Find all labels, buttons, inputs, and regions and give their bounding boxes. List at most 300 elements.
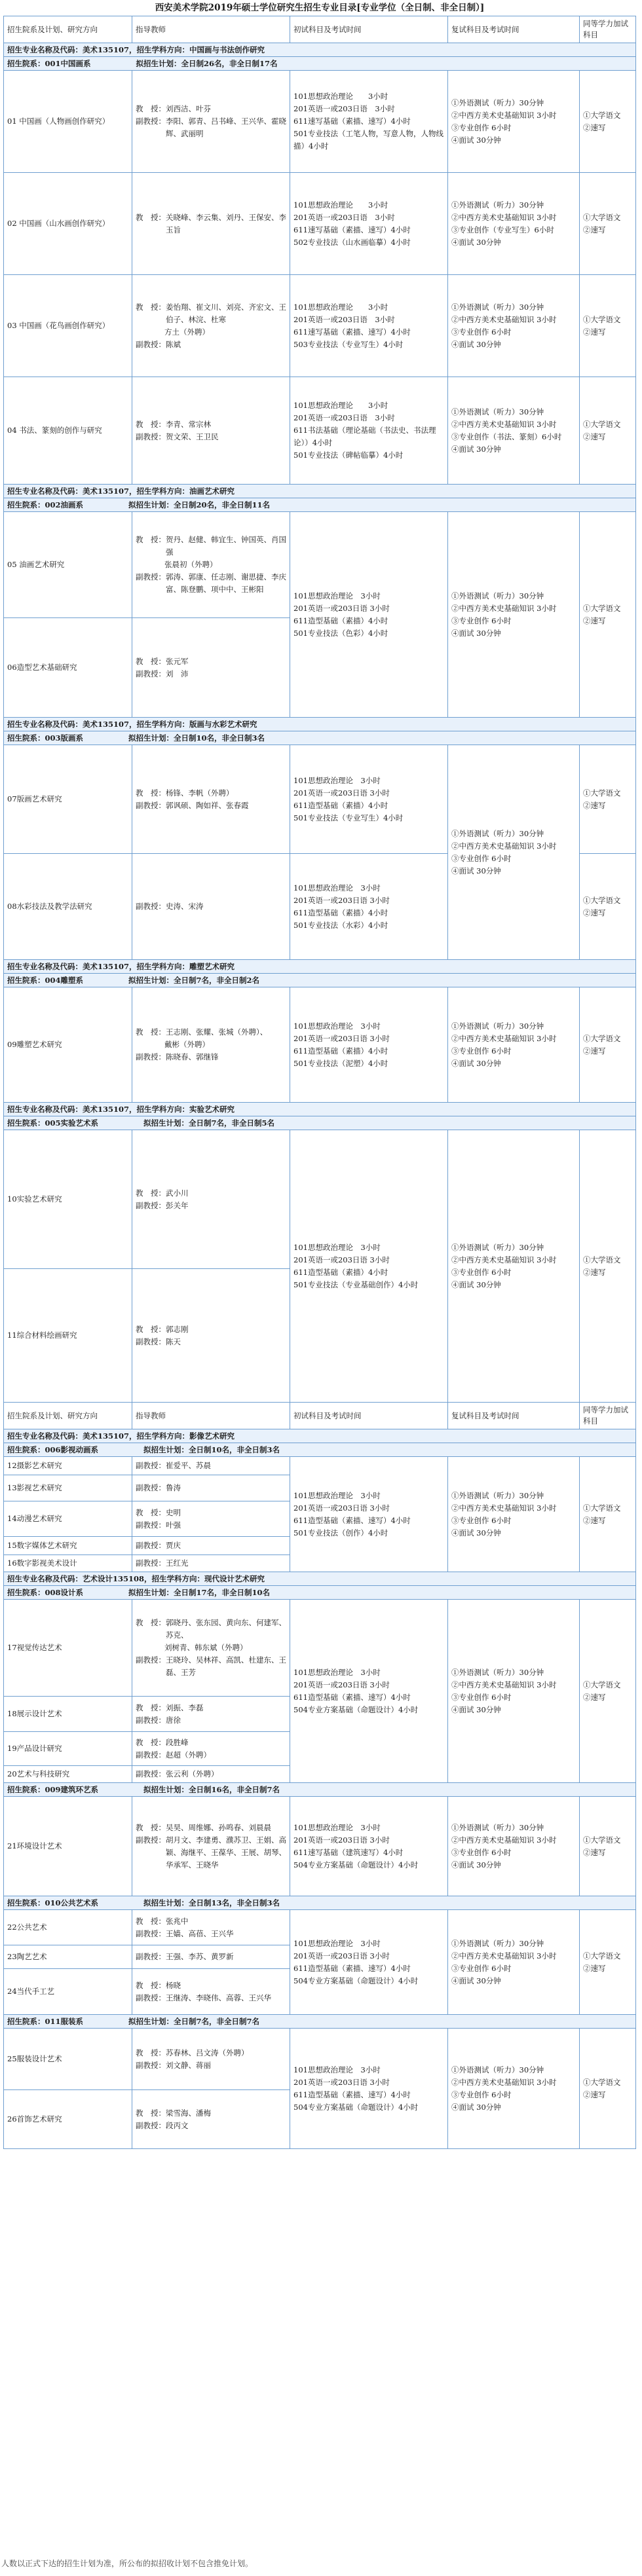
first-exam-line: 611造型基础（素描、速写）4小时	[293, 2089, 411, 2099]
tutor-role: 副教授：	[136, 1769, 166, 1778]
tutor-names: 张兆中	[166, 1916, 189, 1926]
first-exam-line: 201英语一或203日语 3小时	[293, 788, 390, 798]
tutor-names: 郭讽硕、陶如祥、张春霞	[166, 800, 249, 810]
retest-exam-line: ③专业创作 6小时	[451, 2089, 512, 2099]
first-exam-line: 101思想政治理论 3小时	[293, 200, 388, 210]
dept-title: 招生院系：003版画系 拟招生计划：全日制10名，非全日制3名	[4, 731, 636, 745]
tutor-names: 刘振、李磊	[166, 1702, 204, 1712]
first-exam-line: 611速写基础（建筑速写）4小时	[293, 1847, 404, 1857]
direction-name: 05 油画艺术研究	[4, 512, 132, 618]
tutor-line	[136, 2047, 286, 2059]
first-exam-line: 201英语一或203日语 3小时	[293, 104, 395, 113]
major-title: 招生专业名称及代码：美术135107，招生学科方向：影像艺术研究	[4, 1429, 636, 1443]
retest-exam	[448, 1457, 580, 1572]
tutor-role: 副教授：	[136, 1200, 166, 1210]
tutor-line	[136, 1200, 286, 1212]
tutor-cell	[132, 1130, 290, 1269]
extra-exam-line: ②速写	[583, 616, 606, 625]
first-exam-line: 504专业方案基础（命题设计）4小时	[293, 1860, 419, 1869]
first-exam	[290, 173, 448, 275]
tutor-line	[136, 1617, 286, 1642]
first-exam-line: 611造型基础（素描）4小时	[293, 1046, 388, 1056]
first-exam-line: 611造型基础（素描）4小时	[293, 1267, 388, 1277]
tutor-line	[136, 1702, 286, 1714]
header-col3: 复试科目及考试时间	[448, 1403, 580, 1429]
retest-exam-line: ③专业创作 6小时	[451, 122, 512, 132]
retest-exam-line: ④面试 30分钟	[451, 444, 501, 454]
table-header-row	[4, 16, 636, 43]
tutor-cell	[132, 512, 290, 618]
retest-exam-line: ①外语测试（听力）30分钟	[451, 407, 544, 416]
tutor-cell	[132, 1732, 290, 1766]
retest-exam-line: ③专业创作（专业写生）6小时	[451, 225, 554, 234]
first-exam-line: 504专业方案基础（命题设计）4小时	[293, 1976, 419, 1985]
retest-exam-line: ②中西方美术史基础知识 3小时	[451, 419, 557, 429]
tutor-line	[136, 431, 286, 443]
extra-exam-line: ②速写	[583, 1046, 606, 1056]
first-exam-line: 101思想政治理论 3小时	[293, 1242, 381, 1252]
retest-exam	[448, 2029, 580, 2149]
direction-row	[4, 987, 636, 1103]
retest-exam-line: ①外语测试（听力）30分钟	[451, 591, 544, 600]
first-exam-line: 501专业技法（创作）4小时	[293, 1528, 388, 1537]
tutor-role: 教 授：	[136, 212, 166, 222]
direction-row	[4, 1910, 636, 1945]
first-exam-line: 503专业技法（专业写生）4小时	[293, 339, 404, 349]
major-row	[4, 485, 636, 498]
tutor-role: 副教授：	[136, 339, 166, 349]
tutor-cell	[132, 1475, 290, 1501]
extra-exam-line: ②速写	[583, 2089, 606, 2099]
extra-exam-line: ②速写	[583, 327, 606, 337]
retest-exam	[448, 1600, 580, 1783]
tutor-line	[136, 326, 286, 339]
tutor-names: 郭涛、郭康、任志刚、谢思捷、李庆富、陈登鹏、项中中、王彬阳	[166, 572, 286, 594]
tutor-names: 张元军	[166, 656, 189, 666]
dept-row	[4, 974, 636, 987]
retest-exam-line: ③专业创作 6小时	[451, 1046, 512, 1056]
direction-name: 17视觉传达艺术	[4, 1600, 132, 1697]
tutor-line	[136, 339, 286, 351]
tutor-role: 教 授：	[136, 1980, 166, 1990]
direction-row	[4, 745, 636, 854]
tutor-names: 王嫱、高蓓、王兴华	[166, 1928, 234, 1938]
first-exam-line: 201英语一或203日语 3小时	[293, 314, 395, 324]
first-exam	[290, 377, 448, 485]
direction-name: 02 中国画（山水画创作研究）	[4, 173, 132, 275]
tutor-role: 教 授：	[136, 1324, 166, 1334]
dept-title: 招生院系：005实验艺术系 拟招生计划：全日制7名，非全日制5名	[4, 1116, 636, 1130]
extra-exam	[580, 1457, 636, 1572]
major-title: 招生专业名称及代码：美术135107，招生学科方向：雕塑艺术研究	[4, 960, 636, 974]
major-title: 招生专业名称及代码：美术135107，招生学科方向：油画艺术研究	[4, 485, 636, 498]
major-row	[4, 43, 636, 57]
extra-exam-line: ②速写	[583, 908, 606, 917]
tutor-cell	[132, 1555, 290, 1572]
extra-exam-line: ①大学语文	[583, 1680, 621, 1689]
first-exam-line: 504专业方案基础（命题设计）4小时	[293, 1704, 419, 1714]
tutor-line	[136, 668, 286, 680]
tutor-role: 副教授：	[136, 1336, 166, 1346]
first-exam-line: 611造型基础（素描）4小时	[293, 800, 388, 810]
tutor-names: 鲁涛	[166, 1483, 181, 1492]
tutor-cell	[132, 275, 290, 377]
tutor-cell	[132, 854, 290, 960]
tutor-role: 副教授：	[136, 1952, 166, 1961]
tutor-line	[136, 1737, 286, 1749]
retest-exam-line: ①外语测试（听力）30分钟	[451, 302, 544, 312]
major-title: 招生专业名称及代码：美术135107，招生学科方向：版画与水彩艺术研究	[4, 718, 636, 731]
tutor-names: 梁雪海、潘梅	[166, 2108, 211, 2118]
tutor-role: 副教授：	[136, 1715, 166, 1725]
tutor-cell	[132, 745, 290, 854]
extra-exam-line: ①大学语文	[583, 603, 621, 613]
tutor-cell	[132, 377, 290, 485]
header-col0: 招生院系及计划、研究方向	[4, 1403, 132, 1429]
major-row	[4, 1103, 636, 1116]
tutor-names: 唐徐	[166, 1715, 181, 1725]
extra-exam-line: ①大学语文	[583, 788, 621, 798]
tutor-role: 副教授：	[136, 2120, 166, 2130]
tutor-names: 陈天	[166, 1336, 181, 1346]
tutor-cell	[132, 1537, 290, 1555]
retest-exam	[448, 71, 580, 173]
first-exam	[290, 1130, 448, 1403]
first-exam-line: 101思想政治理论 3小时	[293, 591, 381, 600]
tutor-cell	[132, 173, 290, 275]
dept-row	[4, 1116, 636, 1130]
tutor-role: 副教授：	[136, 669, 166, 678]
extra-exam	[580, 1797, 636, 1896]
direction-name: 09雕塑艺术研究	[4, 987, 132, 1103]
tutor-names: 戴彬（外聘）	[164, 1040, 210, 1049]
tutor-cell	[132, 1501, 290, 1537]
tutor-names: 叶强	[166, 1520, 181, 1530]
extra-exam-line: ②速写	[583, 1963, 606, 1973]
tutor-line	[136, 2120, 286, 2132]
first-exam-line: 101思想政治理论 3小时	[293, 1822, 381, 1832]
tutor-role: 副教授：	[136, 1520, 166, 1530]
retest-exam-line: ③专业创作 6小时	[451, 1515, 512, 1525]
tutor-line	[136, 1654, 286, 1679]
header-col0: 招生院系及计划、研究方向	[4, 16, 132, 43]
dept-title: 招生院系：002油画系 拟招生计划：全日制20名，非全日制11名	[4, 498, 636, 512]
retest-exam-line: ①外语测试（听力）30分钟	[451, 1021, 544, 1031]
direction-name: 13影视艺术研究	[4, 1475, 132, 1501]
extra-exam-line: ②速写	[583, 225, 606, 234]
retest-exam-line: ②中西方美术史基础知识 3小时	[451, 841, 557, 851]
tutor-line	[136, 1039, 286, 1051]
extra-exam-line: ①大学语文	[583, 110, 621, 120]
retest-exam	[448, 1797, 580, 1896]
first-exam-line: 201英语一或203日语 3小时	[293, 1503, 390, 1513]
tutor-names: 贾庆	[166, 1541, 181, 1550]
first-exam-line: 201英语一或203日语 3小时	[293, 895, 390, 905]
retest-exam-line: ②中西方美术史基础知识 3小时	[451, 1255, 557, 1264]
extra-exam	[580, 745, 636, 854]
tutor-role: 副教授：	[136, 1928, 166, 1938]
tutor-names: 张云利（外聘）	[166, 1769, 219, 1778]
direction-name: 14动漫艺术研究	[4, 1501, 132, 1537]
dept-title: 招生院系：011服装系 拟招生计划：全日制7名，非全日制7名	[4, 2015, 636, 2029]
first-exam-line: 101思想政治理论 3小时	[293, 2065, 381, 2074]
tutor-cell	[132, 1797, 290, 1896]
direction-name: 06造型艺术基础研究	[4, 618, 132, 718]
tutor-line	[136, 559, 286, 571]
extra-exam	[580, 2029, 636, 2149]
tutor-names: 郭志刚	[166, 1324, 189, 1334]
tutor-names: 陈斌	[166, 339, 181, 349]
extra-exam-line: ①大学语文	[583, 314, 621, 324]
tutor-names: 武小川	[166, 1188, 189, 1198]
major-title: 招生专业名称及代码：艺术设计135108，招生学科方向：现代设计艺术研究	[4, 1572, 636, 1586]
direction-name: 21环境设计艺术	[4, 1797, 132, 1896]
major-row	[4, 1572, 636, 1586]
first-exam-line: 101思想政治理论 3小时	[293, 1021, 381, 1031]
direction-name: 11综合材料绘画研究	[4, 1269, 132, 1403]
first-exam-line: 101思想政治理论 3小时	[293, 302, 388, 312]
tutor-line	[136, 115, 286, 140]
direction-name: 19产品设计研究	[4, 1732, 132, 1766]
first-exam-line: 101思想政治理论 3小时	[293, 1490, 381, 1500]
dept-title: 招生院系：010公共艺术系 拟招生计划：全日制13名，非全日制3名	[4, 1896, 636, 1910]
dept-row	[4, 1896, 636, 1910]
tutor-role: 教 授：	[136, 1027, 166, 1037]
extra-exam-line: ②速写	[583, 1267, 606, 1277]
extra-exam	[580, 987, 636, 1103]
tutor-role: 副教授：	[136, 902, 166, 911]
tutor-line	[136, 212, 286, 236]
retest-exam	[448, 275, 580, 377]
first-exam-line: 101思想政治理论 3小时	[293, 1938, 381, 1948]
tutor-names: 王继涛、李晓伟、高蓉、王兴华	[166, 1993, 271, 2002]
tutor-cell	[132, 1945, 290, 1969]
extra-exam	[580, 377, 636, 485]
tutor-line	[136, 1915, 286, 1928]
tutor-names: 刘树青、韩东斌（外聘）	[164, 1643, 248, 1652]
tutor-line	[136, 1323, 286, 1336]
tutor-line	[136, 1834, 286, 1871]
direction-name: 16数字影视美术设计	[4, 1555, 132, 1572]
retest-exam-line: ③专业创作（书法、篆刻）6小时	[451, 432, 562, 441]
first-exam-line: 201英语一或203日语 3小时	[293, 1951, 390, 1960]
tutor-role: 教 授：	[136, 2108, 166, 2118]
direction-name: 10实验艺术研究	[4, 1130, 132, 1269]
dept-title: 招生院系：008设计系 拟招生计划：全日制17名，非全日制10名	[4, 1586, 636, 1600]
tutor-role: 教 授：	[136, 535, 166, 544]
tutor-names: 王晓玲、吴林祥、高凯、杜建东、王磊、王芳	[166, 1655, 286, 1677]
tutor-line	[136, 1749, 286, 1761]
retest-exam-line: ②中西方美术史基础知识 3小时	[451, 314, 557, 324]
first-exam	[290, 1910, 448, 2015]
major-row	[4, 1429, 636, 1443]
retest-exam	[448, 1130, 580, 1403]
retest-exam-line: ③专业创作 6小时	[451, 327, 512, 337]
tutor-cell	[132, 618, 290, 718]
direction-row	[4, 1797, 636, 1896]
dept-row	[4, 1586, 636, 1600]
extra-exam-line: ①大学语文	[583, 212, 621, 222]
retest-exam-line: ③专业创作 6小时	[451, 1267, 512, 1277]
first-exam-line: 611书法基础（理论基础（书法史、书法理论））4小时	[293, 426, 436, 447]
extra-exam	[580, 1910, 636, 2015]
dept-row	[4, 498, 636, 512]
tutor-line	[136, 655, 286, 668]
extra-exam	[580, 71, 636, 173]
tutor-cell	[132, 1697, 290, 1732]
tutor-names: 崔爱平、苏晨	[166, 1461, 211, 1470]
first-exam-line: 504专业方案基础（命题设计）4小时	[293, 2102, 419, 2112]
tutor-line	[136, 301, 286, 326]
tutor-role: 教 授：	[136, 1188, 166, 1198]
first-exam-line: 501专业技法（泥塑）4小时	[293, 1058, 388, 1068]
retest-exam-line: ①外语测试（听力）30分钟	[451, 2065, 544, 2074]
first-exam-line: 611速写基础（素描、速写）4小时	[293, 225, 411, 234]
tutor-line	[136, 1951, 286, 1963]
first-exam-line: 201英语一或203日语 3小时	[293, 2077, 390, 2087]
tutor-role: 副教授：	[136, 1655, 166, 1665]
first-exam-line: 611速写基础（素描、速写）4小时	[293, 117, 411, 126]
tutor-role: 副教授：	[136, 800, 166, 810]
first-exam-line: 501专业技法（工笔人物，写意人物，人物线描）4小时	[293, 129, 444, 151]
first-exam-line: 201英语一或203日语 3小时	[293, 1835, 390, 1845]
first-exam-line: 101思想政治理论 3小时	[293, 1667, 381, 1677]
tutor-role: 副教授：	[136, 1558, 166, 1568]
first-exam	[290, 1457, 448, 1572]
catalog-table	[3, 16, 636, 2149]
first-exam	[290, 275, 448, 377]
extra-exam	[580, 173, 636, 275]
direction-name: 12摄影艺术研究	[4, 1457, 132, 1475]
retest-exam-line: ②中西方美术史基础知识 3小时	[451, 212, 557, 222]
tutor-line	[136, 1992, 286, 2004]
tutor-cell	[132, 1600, 290, 1697]
dept-title: 招生院系：006影视动画系 拟招生计划：全日制10名，非全日制3名	[4, 1443, 636, 1457]
extra-exam-line: ①大学语文	[583, 895, 621, 905]
tutor-line	[136, 1051, 286, 1063]
direction-row	[4, 2029, 636, 2090]
major-title: 招生专业名称及代码：美术135107，招生学科方向：中国画与书法创作研究	[4, 43, 636, 57]
first-exam-line: 611造型基础（素描）4小时	[293, 908, 388, 917]
tutor-names: 段丙文	[166, 2120, 189, 2130]
tutor-line	[136, 2059, 286, 2072]
header-col2: 初试科目及考试时间	[290, 1403, 448, 1429]
first-exam-line: 501专业技法（水彩）4小时	[293, 920, 388, 930]
tutor-line	[136, 1979, 286, 1992]
direction-name: 07版画艺术研究	[4, 745, 132, 854]
direction-row	[4, 1457, 636, 1475]
dept-row	[4, 2015, 636, 2029]
first-exam-line: 611造型基础（素描、速写）4小时	[293, 1515, 411, 1525]
tutor-line	[136, 1714, 286, 1727]
tutor-names: 赵超（外聘）	[166, 1750, 211, 1759]
retest-exam-line: ①外语测试（听力）30分钟	[451, 1667, 544, 1677]
table-header-row-repeat	[4, 1403, 636, 1429]
tutor-names: 陈晓春、郭继锋	[166, 1052, 219, 1061]
tutor-line	[136, 1187, 286, 1200]
tutor-cell	[132, 1457, 290, 1475]
retest-exam-line: ③专业创作 6小时	[451, 616, 512, 625]
first-exam-line: 201英语一或203日语 3小时	[293, 212, 395, 222]
tutor-role: 教 授：	[136, 104, 166, 113]
tutor-names: 关晓峰、李云集、刘丹、王保安、李玉旨	[166, 212, 286, 234]
tutor-role: 副教授：	[136, 117, 166, 126]
first-exam	[290, 2029, 448, 2149]
retest-exam-line: ④面试 30分钟	[451, 1860, 501, 1869]
retest-exam-line: ④面试 30分钟	[451, 1528, 501, 1537]
dept-title: 招生院系：004雕塑系 拟招生计划：全日制7名，非全日制2名	[4, 974, 636, 987]
tutor-role: 教 授：	[136, 1822, 166, 1832]
retest-exam-line: ③专业创作 6小时	[451, 1847, 512, 1857]
retest-exam-line: ①外语测试（听力）30分钟	[451, 828, 544, 838]
tutor-names: 刘 沛	[166, 669, 189, 678]
extra-exam	[580, 275, 636, 377]
page-title: 西安美术学院2019年硕士学位研究生招生专业目录[专业学位（全日制、非全日制）]	[155, 3, 485, 13]
tutor-names: 王志刚、张耀、张城（外聘）、	[166, 1027, 268, 1037]
tutor-line	[136, 1460, 286, 1472]
tutor-line	[136, 1768, 286, 1780]
tutor-line	[136, 800, 286, 812]
extra-exam-line: ②速写	[583, 800, 606, 810]
retest-exam-line: ④面试 30分钟	[451, 1279, 501, 1289]
retest-exam-line: ②中西方美术史基础知识 3小时	[451, 1503, 557, 1513]
retest-exam	[448, 173, 580, 275]
tutor-cell	[132, 71, 290, 173]
first-exam-line: 101思想政治理论 3小时	[293, 92, 388, 101]
first-exam	[290, 1797, 448, 1896]
tutor-role: 教 授：	[136, 1507, 166, 1517]
tutor-role: 副教授：	[136, 1483, 166, 1492]
first-exam-line: 201英语一或203日语 3小时	[293, 1033, 390, 1043]
tutor-cell	[132, 1269, 290, 1403]
dept-title: 招生院系：009建筑环艺系 拟招生计划：全日制16名，非全日制7名	[4, 1783, 636, 1797]
direction-name: 08水彩技法及教学法研究	[4, 854, 132, 960]
dept-row	[4, 1443, 636, 1457]
tutor-line	[136, 1336, 286, 1348]
tutor-names: 史明	[166, 1507, 181, 1517]
extra-exam-line: ①大学语文	[583, 1951, 621, 1960]
tutor-line	[136, 1642, 286, 1654]
retest-exam-line: ④面试 30分钟	[451, 339, 501, 349]
extra-exam	[580, 1130, 636, 1403]
retest-exam-line: ①外语测试（听力）30分钟	[451, 200, 544, 210]
extra-exam-line: ②速写	[583, 122, 606, 132]
retest-exam	[448, 987, 580, 1103]
first-exam-line: 201英语一或203日语 3小时	[293, 603, 390, 613]
first-exam-line: 611速写基础（素描、速写）4小时	[293, 327, 411, 337]
header-col1: 指导教师	[132, 16, 290, 43]
direction-name: 15数字媒体艺术研究	[4, 1537, 132, 1555]
tutor-line	[136, 1519, 286, 1532]
extra-exam-line: ①大学语文	[583, 1503, 621, 1513]
retest-exam	[448, 745, 580, 960]
first-exam	[290, 71, 448, 173]
tutor-line	[136, 418, 286, 431]
dept-row	[4, 731, 636, 745]
dept-title: 招生院系：001中国画系 拟招生计划：全日制26名，非全日制17名	[4, 57, 636, 71]
extra-exam-line: ①大学语文	[583, 1835, 621, 1845]
extra-exam-line: ②速写	[583, 432, 606, 441]
tutor-names: 苏春林、吕文涛（外聘）	[166, 2048, 249, 2057]
tutor-line	[136, 1928, 286, 1940]
retest-exam-line: ②中西方美术史基础知识 3小时	[451, 1680, 557, 1689]
retest-exam-line: ①外语测试（听力）30分钟	[451, 1938, 544, 1948]
retest-exam-line: ②中西方美术史基础知识 3小时	[451, 1033, 557, 1043]
first-exam-line: 201英语一或203日语 3小时	[293, 1680, 390, 1689]
tutor-names: 李阳、郭青、吕书峰、王兴华、霍晓辉、武丽明	[166, 117, 286, 138]
tutor-names: 史涛、宋涛	[166, 902, 204, 911]
tutor-line	[136, 1539, 286, 1552]
